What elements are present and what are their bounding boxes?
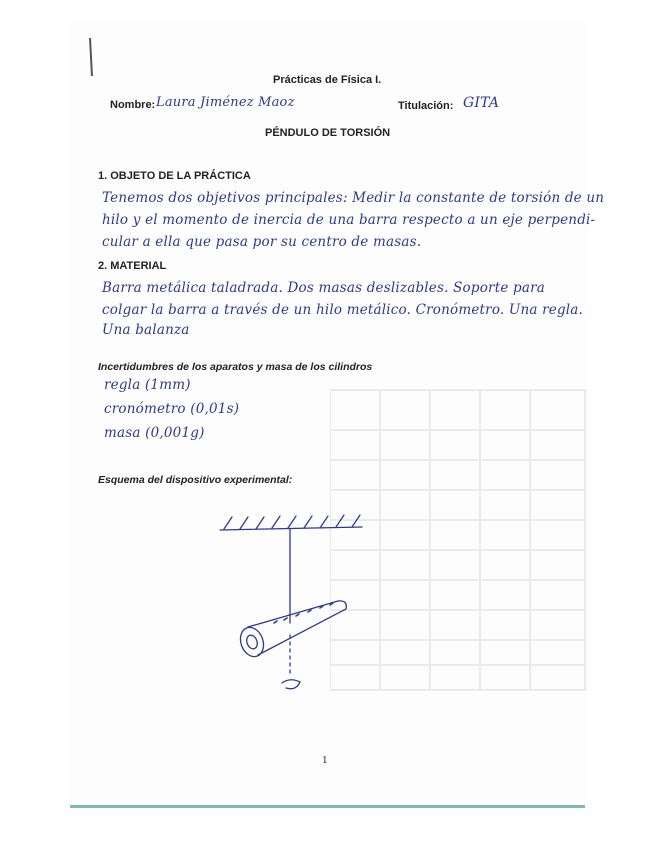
- degree-value: GITA: [463, 95, 500, 111]
- uncertainty-item-1: regla (1mm): [104, 377, 191, 393]
- section2-line-1: Barra metálica taladrada. Dos masas deslizables. Soporte para: [102, 280, 546, 296]
- section1-heading: 1. OBJETO DE LA PRÁCTICA: [98, 170, 251, 182]
- section2-line-3: Una balanza: [102, 322, 190, 338]
- degree-label: Titulación:: [398, 100, 454, 112]
- bottom-rule: [70, 805, 585, 808]
- section2-heading: 2. MATERIAL: [98, 260, 167, 272]
- section1-line-3: cular a ella que pasa por su centro de masas.: [102, 234, 422, 250]
- bar-body: [248, 601, 346, 655]
- practice-title: PÉNDULO DE TORSIÓN: [265, 127, 391, 139]
- section1-line-1: Tenemos dos objetivos principales: Medir la constante de torsión de un: [102, 190, 605, 206]
- name-label: Nombre:: [110, 99, 156, 111]
- bar-end: [237, 624, 268, 660]
- page-number: 1: [322, 754, 328, 766]
- rotation-arrow: [282, 680, 300, 689]
- name-value: Laura Jiménez Maoz: [156, 95, 295, 110]
- header-title: Prácticas de Física I.: [273, 74, 382, 86]
- torsion-pendulum-sketch: [210, 505, 370, 700]
- uncertainties-heading: Incertidumbres de los aparatos y masa de los cilindros: [98, 361, 373, 373]
- uncertainty-item-2: cronómetro (0,01s): [104, 401, 240, 417]
- section2-line-2: colgar la barra a través de un hilo metálico. Cronómetro. Una regla.: [102, 302, 584, 318]
- uncertainty-item-3: masa (0,001g): [104, 425, 205, 441]
- section1-line-2: hilo y el momento de inercia de una barra respecto a un eje perpendi-: [102, 212, 596, 228]
- diagram-heading: Esquema del dispositivo experimental:: [98, 474, 293, 486]
